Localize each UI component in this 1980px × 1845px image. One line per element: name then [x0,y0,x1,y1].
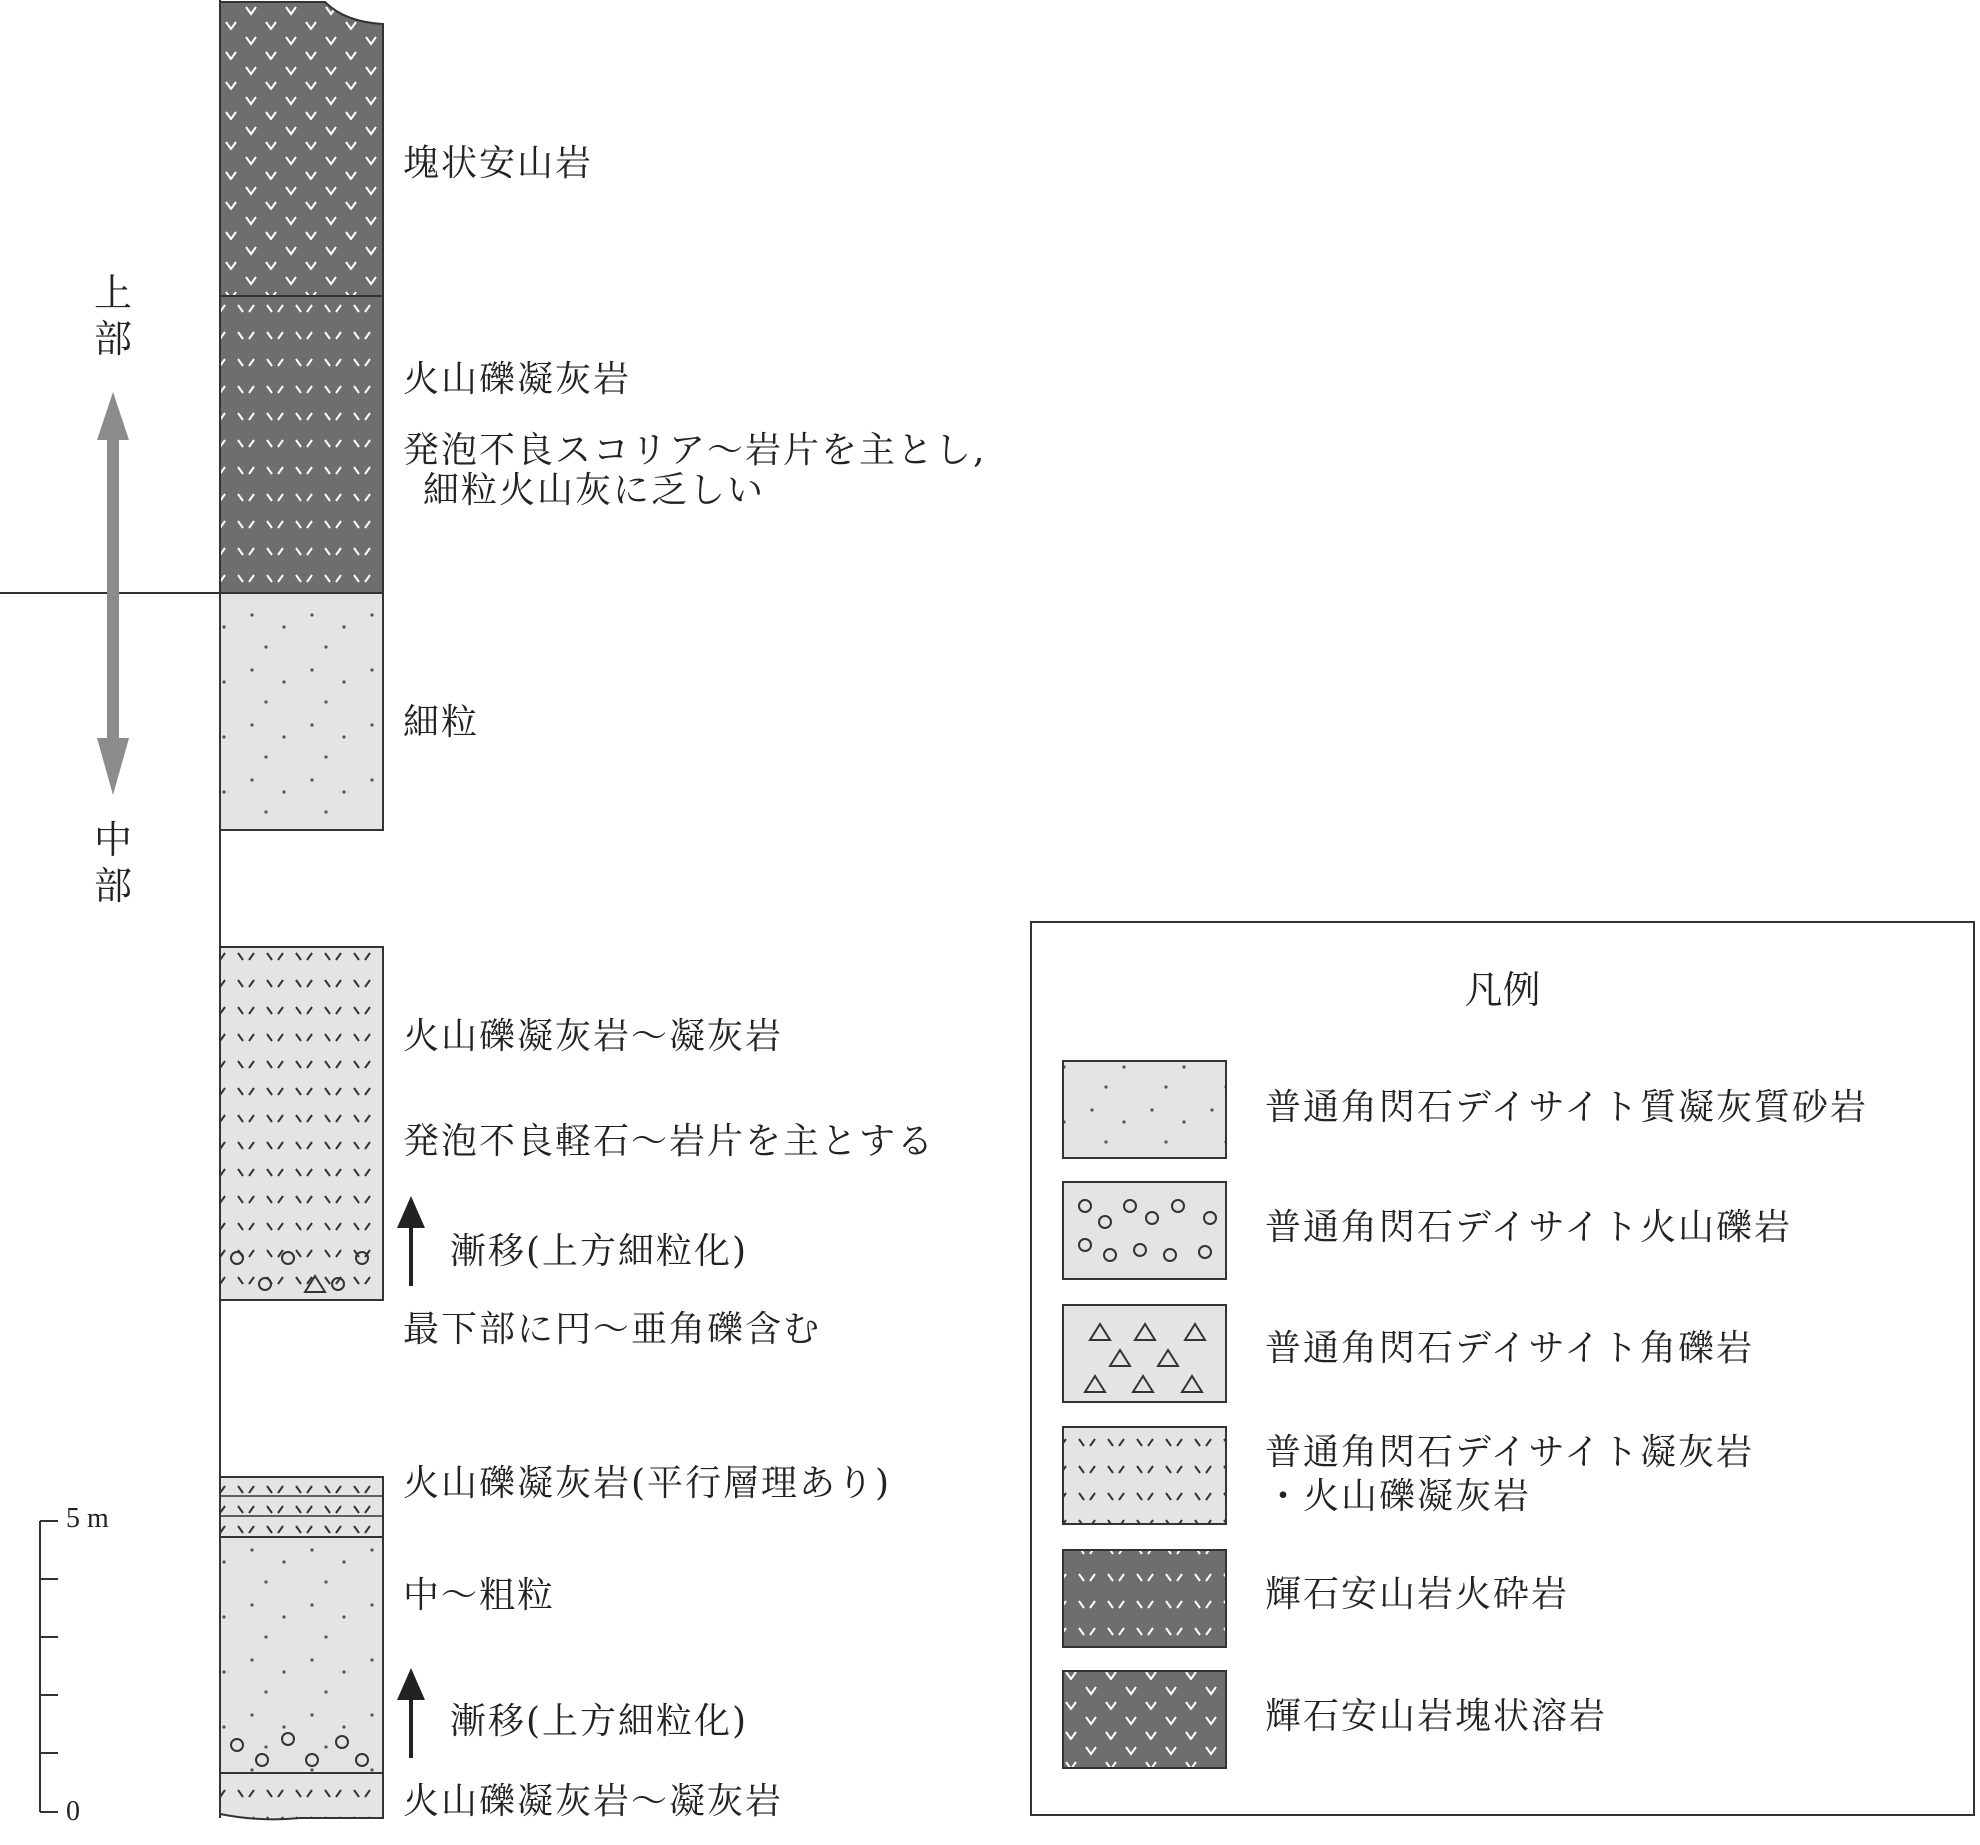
layer-6-label-a: 中～粗粒 [403,1575,556,1616]
scale-label-5m: 5 m [66,1503,109,1534]
legend-item-1: 普通角閃石デイサイト質凝灰質砂岩 [1265,1087,1868,1128]
layer-2-label-c: 細粒火山灰に乏しい [423,470,766,511]
legend-title: 凡例 [1464,968,1541,1012]
layer-4-lapilli-tuff-light [220,947,383,1300]
gradation-arrow-1 [397,1196,425,1286]
legend-item-4b: ・火山礫凝灰岩 [1265,1476,1532,1517]
layer-7-label: 火山礫凝灰岩～凝灰岩 [403,1781,784,1822]
legend-item-3: 普通角閃石デイサイト角礫岩 [1265,1328,1754,1369]
section-label-middle: 中 部 [93,818,132,908]
layer-6-medium-coarse-sandstone [220,1537,383,1773]
scale-label-0: 0 [66,1796,80,1827]
layer-5-parallel-bedded [220,1477,383,1537]
layer-3-label: 細粒 [403,702,480,743]
layer-2-label-b: 発泡不良スコリア～岩片を主とし, [403,430,987,471]
legend-item-6: 輝石安山岩塊状溶岩 [1265,1696,1608,1737]
legend-box [1030,921,1975,1816]
layer-4-label-c: 漸移(上方細粒化) [450,1231,749,1272]
scale-bar [40,1521,58,1812]
layer-1-label: 塊状安山岩 [403,143,594,184]
layer-2-label-a: 火山礫凝灰岩 [403,359,632,400]
legend-item-5: 輝石安山岩火砕岩 [1265,1574,1570,1615]
gradation-arrow-2 [397,1668,425,1758]
layer-7-basal-tuff [220,1773,383,1819]
legend-item-2: 普通角閃石デイサイト火山礫岩 [1265,1207,1792,1248]
layer-5-label: 火山礫凝灰岩(平行層理あり) [403,1463,892,1504]
layer-6-label-b: 漸移(上方細粒化) [450,1701,749,1742]
layer-3-fine-sandstone [220,593,383,830]
layer-1-block-andesite [220,2,383,296]
layer-4-label-b: 発泡不良軽石～岩片を主とする [403,1121,936,1162]
section-label-upper: 上 部 [93,271,132,361]
layer-2-lapilli-tuff-dark [220,296,383,593]
legend-item-4a: 普通角閃石デイサイト凝灰岩 [1265,1432,1754,1473]
layer-4-label-a: 火山礫凝灰岩～凝灰岩 [403,1016,784,1057]
layer-4-label-d: 最下部に円～亜角礫含む [403,1309,822,1350]
